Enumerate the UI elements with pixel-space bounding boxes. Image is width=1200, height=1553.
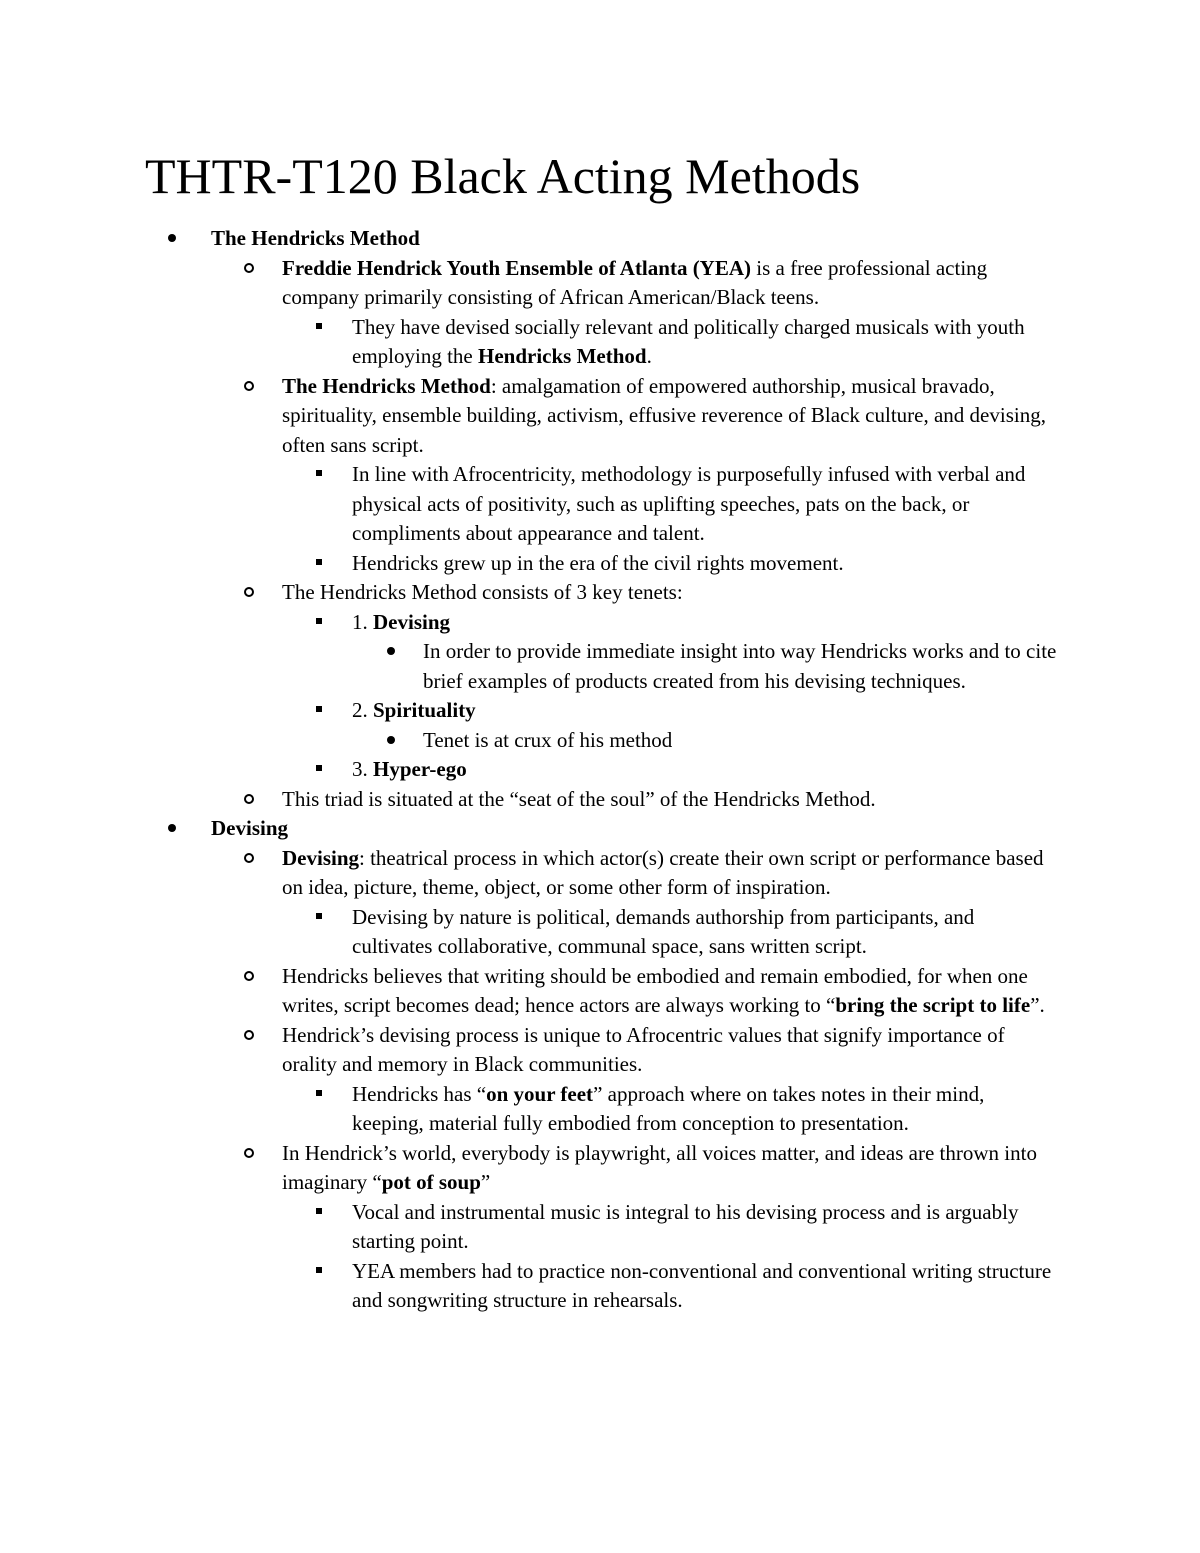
bullet-square-icon — [316, 755, 322, 785]
text: Tenet is at crux of his method — [423, 727, 673, 752]
list-item — [0, 372, 1062, 461]
text: They have devised socially relevant and politically charged musicals with youth employing the — [352, 314, 1025, 368]
list-item — [0, 785, 1062, 815]
bullet-square-icon — [316, 313, 322, 343]
page-title: THTR-T120 Black Acting Methods — [145, 148, 861, 204]
list-item — [0, 1080, 1057, 1139]
text: Hendricks believes that writing should be embodied and remain embodied, for when one writes, script becomes dead; hence actors are always working to “ — [282, 963, 1028, 1017]
tenet-name: Devising — [373, 609, 451, 634]
text: This triad is situated at the “seat of the soul” of the Hendricks Method. — [282, 786, 876, 811]
list-item — [0, 254, 1062, 313]
list-item — [0, 224, 1061, 254]
bullet-disc-icon — [387, 637, 395, 667]
list-item — [0, 1257, 1057, 1316]
term: Devising — [282, 845, 360, 870]
list-item — [0, 578, 1062, 608]
list-item — [0, 608, 1057, 638]
text: Hendricks has “ — [352, 1081, 487, 1106]
list-item — [0, 549, 1057, 579]
bullet-square-icon — [316, 696, 322, 726]
text: Hendrick’s devising process is unique to Afrocentric values that signify importance of orality and memory in Black communities. — [282, 1022, 1005, 1076]
text: ” approach where on takes notes in their mind, keeping, material fully embodied from conception to presentation. — [352, 1081, 985, 1135]
tenet-number: 2. — [352, 698, 373, 722]
term: pot of soup — [381, 1170, 481, 1194]
text: : theatrical process in which actor(s) create their own script or performance based on idea, picture, theme, object, or some other form of inspiration. — [282, 845, 1044, 899]
list-item — [0, 1021, 1062, 1080]
bullet-square-icon — [316, 608, 322, 638]
list-item — [0, 696, 1057, 726]
list-item — [0, 962, 1062, 1021]
bullet-circle-icon — [244, 785, 254, 815]
term: on your feet — [486, 1081, 594, 1106]
list-item — [0, 1139, 1062, 1198]
list-item — [0, 726, 1063, 756]
bullet-square-icon — [316, 1198, 322, 1228]
text: The Hendricks Method consists of 3 key tenets: — [282, 580, 683, 604]
bullet-disc-icon — [387, 726, 395, 756]
bullet-circle-icon — [244, 962, 254, 992]
text: In Hendrick’s world, everybody is playwright, all voices matter, and ideas are thrown into imaginary “ — [282, 1140, 1037, 1194]
list-item — [0, 1198, 1057, 1257]
list-item — [0, 460, 1057, 549]
text: is a free professional acting company primarily consisting of African American/Black teens. — [282, 255, 988, 309]
document-body — [0, 224, 1200, 1316]
text: . — [646, 344, 652, 368]
term: The Hendricks Method — [282, 373, 491, 398]
list-item — [0, 313, 1057, 372]
tenet-number: 3. — [352, 757, 373, 781]
bullet-circle-icon — [244, 844, 254, 874]
tenet-name: Hyper-ego — [373, 757, 467, 781]
text: In line with Afrocentricity, methodology is purposefully infused with verbal and physical acts of positivity, such as uplifting speeches, pats on the back, or compliments about appearance and talent. — [352, 462, 1026, 545]
list-item — [0, 814, 1061, 844]
text: ”. — [1030, 993, 1045, 1017]
list-item — [0, 755, 1057, 785]
bullet-circle-icon — [244, 1139, 254, 1169]
bullet-square-icon — [316, 903, 322, 933]
list-item — [0, 844, 1062, 903]
text: In order to provide immediate insight into way Hendricks works and to cite brief examples of products created from his devising techniques. — [423, 639, 1057, 693]
bullet-square-icon — [316, 1080, 322, 1110]
text: Devising by nature is political, demands authorship from participants, and cultivates collaborative, communal space, sans written script. — [352, 904, 975, 958]
bullet-square-icon — [316, 460, 322, 490]
text: ” — [480, 1170, 491, 1194]
list-item — [0, 637, 1063, 696]
bullet-square-icon — [316, 1257, 322, 1287]
bullet-circle-icon — [244, 578, 254, 608]
bullet-disc-icon — [168, 814, 176, 844]
bullet-circle-icon — [244, 254, 254, 284]
tenet-number: 1. — [352, 609, 373, 634]
bullet-disc-icon — [168, 224, 176, 254]
term: Freddie Hendrick Youth Ensemble of Atlanta (YEA) — [282, 255, 752, 280]
bullet-square-icon — [316, 549, 322, 579]
text: Hendricks grew up in the era of the civil rights movement. — [352, 550, 844, 575]
term: Hendricks Method — [477, 344, 647, 368]
section-heading: Devising — [211, 816, 289, 840]
text: : amalgamation of empowered authorship, musical bravado, spirituality, ensemble building, activism, effusive reverence of Black culture, and devising, often sans script. — [282, 373, 1046, 457]
bullet-circle-icon — [244, 1021, 254, 1051]
tenet-name: Spirituality — [373, 698, 476, 722]
text: YEA members had to practice non-conventional and conventional writing structure and songwriting structure in rehearsals. — [352, 1258, 1052, 1312]
list-item — [0, 903, 1057, 962]
section-heading: The Hendricks Method — [211, 226, 420, 250]
term: bring the script to life — [835, 993, 1031, 1017]
text: Vocal and instrumental music is integral to his devising process and is arguably starting point. — [352, 1199, 1019, 1253]
bullet-circle-icon — [244, 372, 254, 402]
